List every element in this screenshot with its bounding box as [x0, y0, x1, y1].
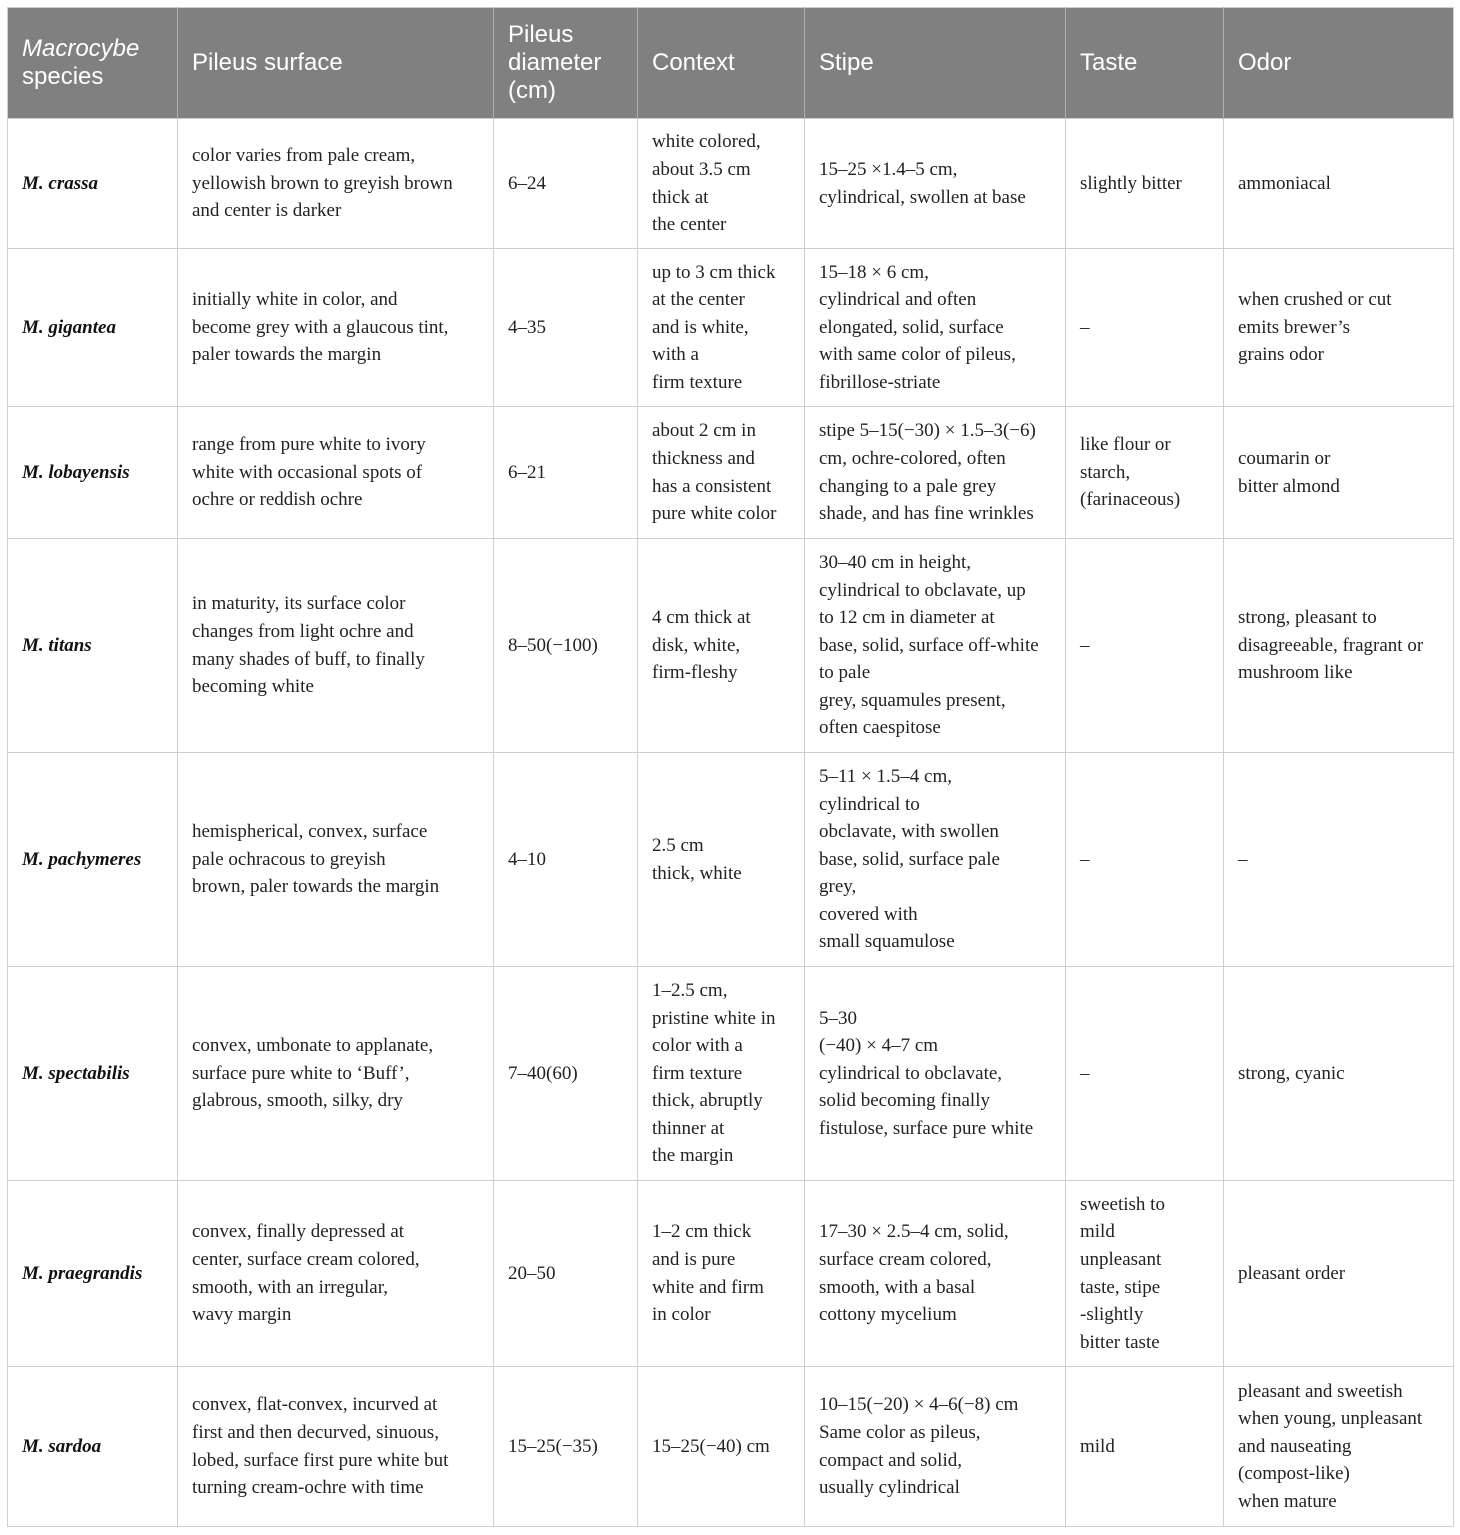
cell-line: 1–2.5 cm, — [652, 979, 728, 1001]
cell-line: the center — [652, 214, 727, 236]
cell-line: up to 3 cm thick — [652, 261, 776, 283]
cell-line: base, solid, surface off-white — [819, 634, 1039, 656]
cell-line: disagreeable, fragrant or — [1238, 634, 1424, 656]
cell-pileus-surface — [178, 753, 494, 967]
header-pileus-surface: Pileus surface — [178, 8, 494, 119]
cell-odor — [1224, 967, 1454, 1181]
cell-line: grey, — [819, 876, 857, 898]
cell-line: small squamulose — [819, 931, 955, 953]
cell-stipe — [805, 967, 1066, 1181]
cell-odor — [1224, 539, 1454, 753]
cell-line: and is pure — [652, 1248, 736, 1270]
cell-line: and nauseating — [1238, 1435, 1352, 1457]
cell-line: – — [1080, 316, 1090, 338]
table-row — [8, 249, 1454, 407]
table-row — [8, 539, 1454, 753]
cell-line: emits brewer’s — [1238, 316, 1351, 338]
cell-line: 30–40 cm in height, — [819, 551, 971, 573]
cell-pileus-surface — [178, 967, 494, 1181]
cell-line: convex, finally depressed at — [192, 1221, 405, 1243]
species-table — [7, 7, 1454, 1527]
cell-line: color with a — [652, 1035, 743, 1057]
cell-line: smooth, with an irregular, — [192, 1276, 389, 1298]
cell-pileus-diameter: 15–25(−35) — [494, 1367, 638, 1527]
cell-line: glabrous, smooth, silky, dry — [192, 1090, 403, 1112]
cell-line: mushroom like — [1238, 662, 1353, 684]
cell-taste — [1066, 753, 1224, 967]
cell-line: compact and solid, — [819, 1449, 962, 1471]
cell-line: when young, unpleasant — [1238, 1408, 1423, 1430]
cell-taste — [1066, 1181, 1224, 1367]
cell-line: firm-fleshy — [652, 662, 738, 684]
cell-species: M. gigantea — [8, 249, 178, 407]
cell-line: 1–2 cm thick — [652, 1221, 752, 1243]
cell-context — [638, 1181, 805, 1367]
cell-line: stipe 5–15(−30) × 1.5–3(−6) — [819, 420, 1036, 442]
cell-line: sweetish to — [1080, 1193, 1165, 1215]
cell-line: center, surface cream colored, — [192, 1248, 420, 1270]
cell-line: – — [1080, 634, 1090, 656]
cell-line: elongated, solid, surface — [819, 316, 1004, 338]
cell-line: 5–30 — [819, 1007, 857, 1029]
cell-line: lobed, surface first pure white but — [192, 1449, 449, 1471]
cell-stipe — [805, 539, 1066, 753]
cell-line: cylindrical and often — [819, 289, 977, 311]
cell-line: cm, ochre-colored, often — [819, 447, 1006, 469]
cell-line: 2.5 cm — [652, 834, 704, 856]
cell-line: -slightly — [1080, 1304, 1144, 1326]
cell-line: – — [1080, 1062, 1090, 1084]
cell-line: covered with — [819, 903, 918, 925]
header-taste: Taste — [1066, 8, 1224, 119]
cell-stipe — [805, 119, 1066, 249]
cell-line: white with occasional spots of — [192, 461, 423, 483]
cell-pileus-diameter: 4–35 — [494, 249, 638, 407]
cell-pileus-diameter: 7–40(60) — [494, 967, 638, 1181]
cell-line: obclavate, with swollen — [819, 821, 999, 843]
cell-line: 5–11 × 1.5–4 cm, — [819, 765, 952, 787]
cell-odor — [1224, 1181, 1454, 1367]
cell-line: initially white in color, and — [192, 289, 398, 311]
cell-line: with same color of pileus, — [819, 344, 1016, 366]
cell-line: – — [1238, 848, 1248, 870]
cell-context — [638, 249, 805, 407]
cell-line: many shades of buff, to finally — [192, 648, 425, 670]
cell-line: fibrillose-striate — [819, 371, 941, 393]
cell-pileus-diameter: 4–10 — [494, 753, 638, 967]
cell-context — [638, 1367, 805, 1527]
cell-line: becoming white — [192, 676, 314, 698]
cell-line: paler towards the margin — [192, 344, 382, 366]
cell-line: range from pure white to ivory — [192, 434, 426, 456]
cell-line: to 12 cm in diameter at — [819, 607, 995, 629]
cell-line: usually cylindrical — [819, 1477, 960, 1499]
cell-line: white and firm — [652, 1276, 764, 1298]
cell-line: changing to a pale grey — [819, 475, 997, 497]
cell-pileus-diameter: 20–50 — [494, 1181, 638, 1367]
cell-line: disk, white, — [652, 634, 741, 656]
cell-line: hemispherical, convex, surface — [192, 821, 428, 843]
cell-taste — [1066, 539, 1224, 753]
cell-line: to pale — [819, 662, 871, 684]
cell-line: yellowish brown to greyish brown — [192, 172, 453, 194]
cell-line: about 3.5 cm — [652, 158, 751, 180]
cell-species: M. crassa — [8, 119, 178, 249]
cell-species: M. pachymeres — [8, 753, 178, 967]
cell-line: the margin — [652, 1145, 734, 1167]
cell-line: slightly bitter — [1080, 172, 1182, 194]
cell-line: convex, flat-convex, incurved at — [192, 1394, 438, 1416]
cell-line: about 2 cm in — [652, 420, 756, 442]
cell-line: surface pure white to ‘Buff’, — [192, 1062, 410, 1084]
cell-line: white colored, — [652, 131, 761, 153]
table-row — [8, 1367, 1454, 1527]
cell-pileus-surface — [178, 1367, 494, 1527]
cell-line: smooth, with a basal — [819, 1276, 976, 1298]
cell-line: pristine white in — [652, 1007, 776, 1029]
cell-line: thinner at — [652, 1117, 725, 1139]
table-row — [8, 119, 1454, 249]
cell-line: cottony mycelium — [819, 1304, 957, 1326]
header-row — [8, 8, 1454, 119]
cell-context — [638, 753, 805, 967]
table-row — [8, 967, 1454, 1181]
cell-line: when mature — [1238, 1490, 1337, 1512]
cell-pileus-surface — [178, 1181, 494, 1367]
cell-pileus-diameter: 6–21 — [494, 407, 638, 539]
cell-line: cylindrical to obclavate, — [819, 1062, 1003, 1084]
cell-line: thick, white — [652, 862, 742, 884]
cell-line: surface cream colored, — [819, 1248, 992, 1270]
cell-line: 17–30 × 2.5–4 cm, solid, — [819, 1221, 1009, 1243]
cell-line: 15–25(−40) cm — [652, 1435, 770, 1457]
cell-line: thick at — [652, 186, 709, 208]
cell-pileus-surface — [178, 407, 494, 539]
cell-stipe — [805, 249, 1066, 407]
cell-line: become grey with a glaucous tint, — [192, 316, 449, 338]
cell-pileus-diameter: 8–50(−100) — [494, 539, 638, 753]
cell-line: firm texture — [652, 1062, 743, 1084]
cell-line: in color — [652, 1304, 711, 1326]
cell-odor — [1224, 1367, 1454, 1527]
cell-line: like flour or — [1080, 434, 1171, 456]
cell-line: pure white color — [652, 503, 777, 525]
cell-line: mild — [1080, 1221, 1115, 1243]
table-row — [8, 407, 1454, 539]
cell-line: pale ochracous to greyish — [192, 848, 386, 870]
cell-stipe — [805, 1181, 1066, 1367]
cell-line: – — [1080, 848, 1090, 870]
cell-line: taste, stipe — [1080, 1276, 1161, 1298]
cell-line: when crushed or cut — [1238, 289, 1392, 311]
cell-taste — [1066, 967, 1224, 1181]
header-species: Macrocybe species — [8, 8, 178, 119]
cell-line: 4 cm thick at — [652, 607, 751, 629]
cell-line: turning cream-ochre with time — [192, 1477, 424, 1499]
cell-line: shade, and has fine wrinkles — [819, 503, 1034, 525]
cell-line: strong, cyanic — [1238, 1062, 1345, 1084]
cell-line: 15–25 ×1.4–5 cm, — [819, 158, 958, 180]
cell-line: changes from light ochre and — [192, 620, 414, 642]
cell-line: firm texture — [652, 371, 743, 393]
header-context: Context — [638, 8, 805, 119]
cell-line: thickness and — [652, 447, 755, 469]
cell-context — [638, 407, 805, 539]
cell-line: (farinaceous) — [1080, 489, 1181, 511]
cell-species: M. lobayensis — [8, 407, 178, 539]
cell-stipe — [805, 407, 1066, 539]
cell-species: M. spectabilis — [8, 967, 178, 1181]
cell-line: cylindrical to obclavate, up — [819, 579, 1026, 601]
cell-line: pleasant order — [1238, 1262, 1346, 1284]
cell-line: Same color as pileus, — [819, 1421, 981, 1443]
cell-line: unpleasant — [1080, 1248, 1162, 1270]
cell-stipe — [805, 753, 1066, 967]
cell-species: M. sardoa — [8, 1367, 178, 1527]
cell-taste — [1066, 407, 1224, 539]
table-row — [8, 753, 1454, 967]
cell-line: with a — [652, 344, 699, 366]
cell-line: starch, — [1080, 461, 1131, 483]
table-row — [8, 1181, 1454, 1367]
cell-line: solid becoming finally — [819, 1090, 990, 1112]
cell-context — [638, 119, 805, 249]
cell-line: (−40) × 4–7 cm — [819, 1035, 939, 1057]
header-pileus-diameter: Pileus diameter (cm) — [494, 8, 638, 119]
cell-line: has a consistent — [652, 475, 772, 497]
cell-pileus-surface — [178, 249, 494, 407]
cell-context — [638, 967, 805, 1181]
cell-line: ochre or reddish ochre — [192, 489, 363, 511]
cell-line: at the center — [652, 289, 745, 311]
cell-line: fistulose, surface pure white — [819, 1117, 1034, 1139]
cell-line: 15–18 × 6 cm, — [819, 261, 929, 283]
cell-odor — [1224, 753, 1454, 967]
table-body — [8, 119, 1454, 1527]
cell-line: base, solid, surface pale — [819, 848, 1000, 870]
cell-line: bitter almond — [1238, 475, 1340, 497]
cell-line: and is white, — [652, 316, 749, 338]
cell-line: strong, pleasant to — [1238, 607, 1377, 629]
cell-line: pleasant and sweetish — [1238, 1380, 1403, 1402]
cell-species: M. praegrandis — [8, 1181, 178, 1367]
cell-line: grey, squamules present, — [819, 689, 1006, 711]
cell-odor — [1224, 249, 1454, 407]
cell-pileus-surface — [178, 539, 494, 753]
cell-line: convex, umbonate to applanate, — [192, 1035, 434, 1057]
cell-line: color varies from pale cream, — [192, 145, 416, 167]
cell-line: grains odor — [1238, 344, 1325, 366]
cell-line: thick, abruptly — [652, 1090, 763, 1112]
header-stipe: Stipe — [805, 8, 1066, 119]
cell-line: 10–15(−20) × 4–6(−8) cm — [819, 1394, 1019, 1416]
cell-line: cylindrical, swollen at base — [819, 186, 1026, 208]
cell-species: M. titans — [8, 539, 178, 753]
cell-line: coumarin or — [1238, 447, 1331, 469]
cell-stipe — [805, 1367, 1066, 1527]
cell-line: cylindrical to — [819, 793, 920, 815]
cell-line: mild — [1080, 1435, 1115, 1457]
cell-context — [638, 539, 805, 753]
cell-line: and center is darker — [192, 200, 342, 222]
cell-line: brown, paler towards the margin — [192, 876, 440, 898]
cell-line: wavy margin — [192, 1304, 292, 1326]
header-odor: Odor — [1224, 8, 1454, 119]
cell-pileus-diameter: 6–24 — [494, 119, 638, 249]
cell-line: in maturity, its surface color — [192, 593, 406, 615]
cell-taste — [1066, 1367, 1224, 1527]
cell-taste — [1066, 119, 1224, 249]
cell-line: bitter taste — [1080, 1331, 1160, 1353]
cell-line: first and then decurved, sinuous, — [192, 1421, 439, 1443]
cell-taste — [1066, 249, 1224, 407]
cell-odor — [1224, 119, 1454, 249]
cell-pileus-surface — [178, 119, 494, 249]
cell-odor — [1224, 407, 1454, 539]
table-header — [8, 8, 1454, 119]
cell-line: ammoniacal — [1238, 172, 1331, 194]
cell-line: (compost-like) — [1238, 1463, 1350, 1485]
cell-line: often caespitose — [819, 717, 941, 739]
